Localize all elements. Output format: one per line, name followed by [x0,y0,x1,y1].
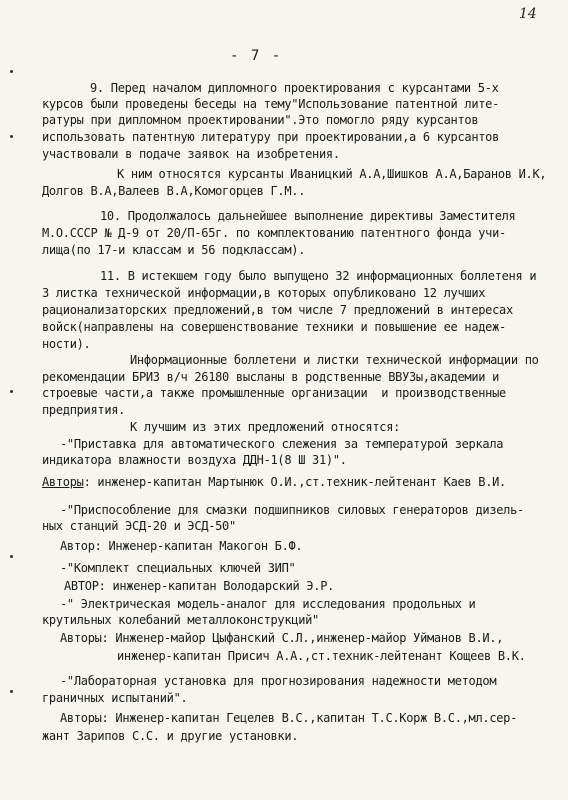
authors-names: : инженер-капитан Мартынюк О.И.,ст.техник-лейтенант Каев В.И. [83,475,506,489]
paragraph-11-line: ности). [42,337,91,351]
authors-line: Авторы: Инженер-капитан Гецелев В.С.,капитан Т.С.Корж В.С.,мл.сер- [60,711,518,725]
paragraph-11-line: 3 листка технической информации,в которых опубликовано 12 лучших [42,286,486,300]
binder-hole-mark [10,70,13,73]
binder-hole-mark [10,390,13,393]
paragraph-9-line: курсов были проведены беседы на тему"Использование патентной лите- [42,97,500,111]
paragraph-11-line: рационализаторских предложений,в том числе 7 предложений в интересах [42,303,513,317]
proposal-title: -"Приставка для автоматического слежения за температурой зеркала [60,437,504,451]
binder-hole-mark [10,135,13,138]
paragraph-11-line: Информационные боллетени и листки технической информации по [130,353,539,367]
paragraph-9-line: Долгов В.А,Валеев В.А,Комогорцев Г.М.. [42,184,306,198]
authors-line [42,474,506,490]
list-intro: К лучшим из этих предложений относятся: [130,420,401,434]
paragraph-9-line: 9. Перед началом дипломного проектирования с курсантами 5-х [90,81,499,95]
paragraph-11-line: войск(направлены на совершенствование техники и повышение ее надеж- [42,320,506,334]
paragraph-10-line: М.О.СССР № Д-9 от 20/П-65г. по комплектованию патентного фонда учи- [42,226,506,240]
paragraph-11-line: строевые части,а также промышленные организации и производственные [42,386,506,400]
paragraph-9-line: использовать патентную литературу при проектировании,а 6 курсантов [42,130,500,144]
paragraph-11-line: 11. В истекшем году было выпущено 32 информационных боллетеня и [100,269,537,283]
proposal-title: крутильных колебаний металлоконструкций" [42,613,319,627]
proposal-title: -" Электрическая модель-аналог для исследования продольных и [60,597,476,611]
proposal-title: граничных испытаний". [42,691,188,705]
paragraph-10-line: 10. Продолжалось дальнейшее выполнение директивы Заместителя [100,209,516,223]
paragraph-10-line: лища(по 17-и классам и 56 подклассам). [42,243,306,257]
proposal-title: -"Комплект специальных ключей ЗИП" [60,561,296,575]
authors-line: АВТОР: инженер-капитан Володарский Э.Р. [64,579,335,593]
paragraph-9-line: ратуры при дипломном проектировании".Это помогло ряду курсантов [42,113,479,127]
authors-line: инженер-капитан Присич А.А.,ст.техник-лейтенант Кощеев В.К. [117,649,526,663]
paragraph-9-line: К ним относятся курсанты Иваницкий А.А,Шишков А.А,Баранов И.К, [117,167,547,181]
handwritten-page-number: 14 [519,6,537,22]
paragraph-11-line: рекомендации БРИЗ в/ч 26180 высланы в родственные ВВУЗы,академии и [42,370,500,384]
binder-hole-mark [10,690,13,693]
paragraph-9-line: участвовали в подаче заявок на изобретения. [42,147,340,161]
proposal-title: -"Лабораторная установка для прогнозирования надежности методом [60,674,497,688]
proposal-title: ных станций ЭСД-20 и ЭСД-50" [42,519,236,533]
page-number: - 7 - [230,48,283,64]
binder-hole-mark [10,555,13,558]
authors-line: Автор: Инженер-капитан Макогон Б.Ф. [60,539,303,553]
paragraph-11-line: предприятия. [42,403,126,417]
authors-line: жант Зарипов С.С. и другие установки. [42,729,299,743]
proposal-title: -"Приспособление для смазки подшипников силовых генераторов дизель- [60,503,524,517]
proposal-title: индикатора влажности воздуха ДДН-1(8 Ш 31)". [42,453,347,467]
authors-label: Авторы [42,475,84,489]
authors-line: Авторы: Инженер-майор Цыфанский С.Л.,инженер-майор Уйманов В.И., [60,631,504,645]
